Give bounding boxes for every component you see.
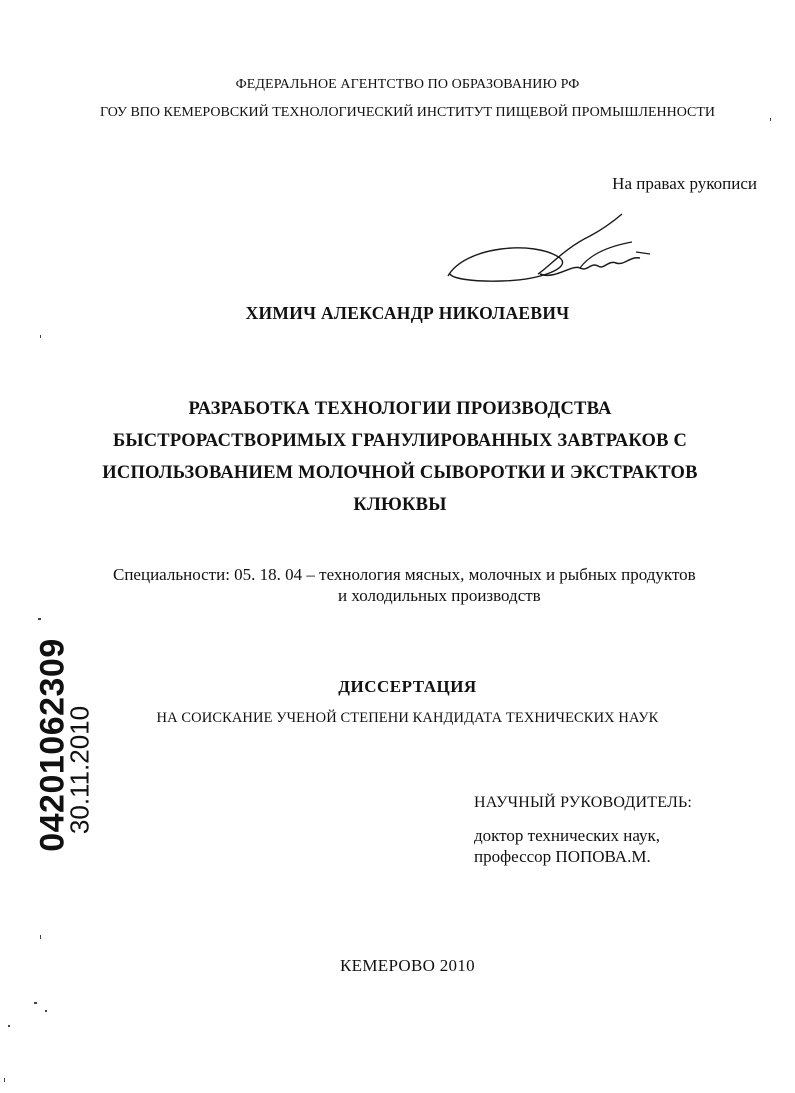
dissertation-label: ДИССЕРТАЦИЯ	[338, 677, 477, 696]
dissertation-subtitle: НА СОИСКАНИЕ УЧЕНОЙ СТЕПЕНИ КАНДИДАТА ТЕХНИЧЕСКИХ НАУК	[156, 710, 659, 726]
agency-name: ФЕДЕРАЛЬНОЕ АГЕНТСТВО ПО ОБРАЗОВАНИЮ РФ	[235, 77, 580, 92]
title-line: БЫСТРОРАСТВОРИМЫХ ГРАНУЛИРОВАННЫХ ЗАВТРАКОВ С	[112, 431, 688, 451]
author-signature	[440, 208, 660, 298]
specialty-line: Специальности: 05. 18. 04 – технология мясных, молочных и рыбных продуктов	[113, 565, 696, 584]
scan-speck	[34, 1002, 37, 1004]
dissertation-title	[80, 393, 720, 521]
scan-speck	[8, 1025, 10, 1027]
scan-speck	[40, 935, 41, 939]
scan-speck	[40, 335, 41, 338]
scan-speck	[38, 618, 41, 620]
manuscript-note: На правах рукописи	[612, 174, 757, 193]
title-line: КЛЮКВЫ	[353, 495, 447, 515]
advisor-degree: доктор технических наук,	[474, 826, 661, 845]
archive-stamp-date: 30.11.2010	[64, 705, 95, 835]
scan-speck	[45, 1010, 47, 1012]
title-line: ИСПОЛЬЗОВАНИЕМ МОЛОЧНОЙ СЫВОРОТКИ И ЭКСТРАКТОВ	[102, 463, 698, 483]
institute-name: ГОУ ВПО КЕМЕРОВСКИЙ ТЕХНОЛОГИЧЕСКИЙ ИНСТИТУТ ПИЩЕВОЙ ПРОМЫШЛЕННОСТИ	[99, 105, 716, 120]
scan-speck	[4, 1078, 5, 1082]
advisor-name: профессор ПОПОВА.М.	[474, 847, 651, 866]
scan-speck	[770, 118, 771, 121]
advisor-label: НАУЧНЫЙ РУКОВОДИТЕЛЬ:	[474, 794, 693, 811]
city-year: КЕМЕРОВО 2010	[340, 956, 475, 975]
title-line: РАЗРАБОТКА ТЕХНОЛОГИИ ПРОИЗВОДСТВА	[188, 399, 612, 419]
author-name: ХИМИЧ АЛЕКСАНДР НИКОЛАЕВИЧ	[245, 303, 570, 323]
specialty-line-continued: и холодильных производств	[338, 586, 541, 605]
archive-stamp-id: 04201062309	[33, 638, 72, 852]
